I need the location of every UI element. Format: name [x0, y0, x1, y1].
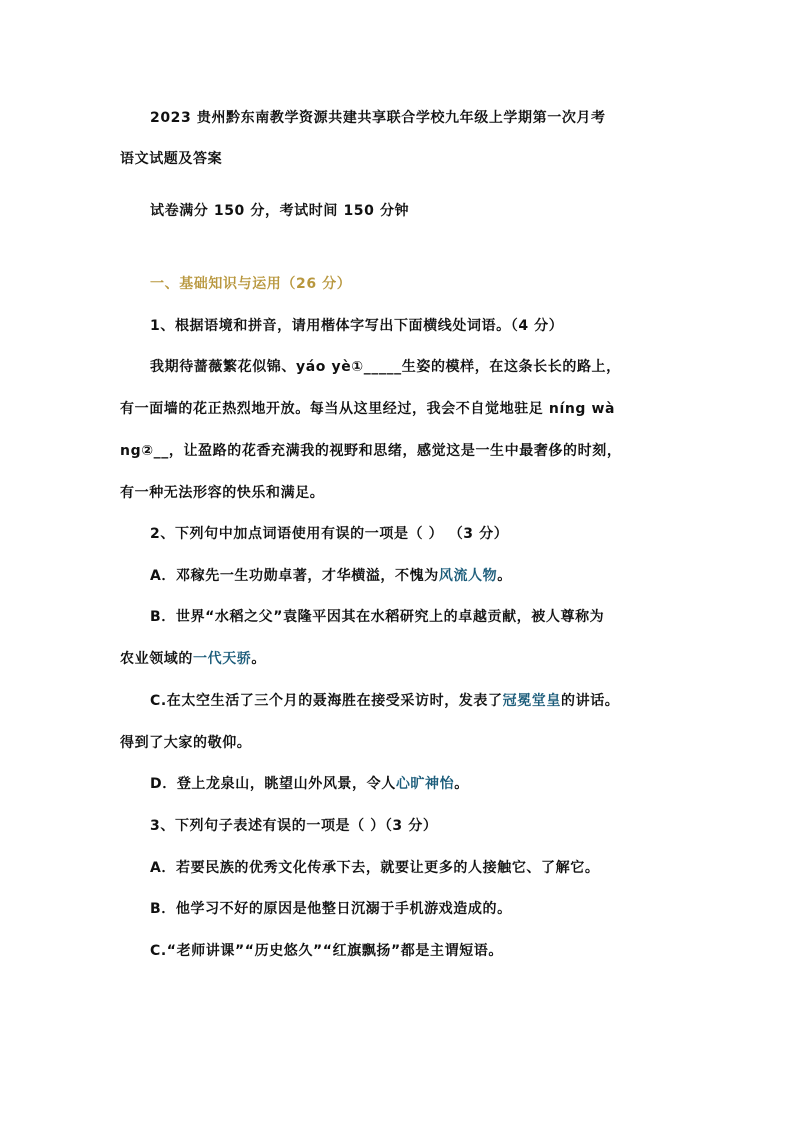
q2-option-a-text: A．邓稼先一生功勋卓著，才华横溢，不愧为 — [150, 568, 439, 584]
q2-option-c-highlight: 冠冕堂皇 — [502, 693, 561, 709]
q2-option-d-text: D．登上龙泉山，眺望山外风景，令人 — [150, 776, 396, 792]
q2-option-b-line2 — [120, 649, 266, 669]
q2-option-b-line1: B．世界“水稻之父”袁隆平因其在水稻研究上的卓越贡献，被人尊称为 — [150, 609, 605, 625]
q2-option-c-end: 的讲话。 — [561, 693, 620, 709]
q2-prompt: 2、下列句中加点词语使用有误的一项是（ ） （3 分） — [150, 526, 509, 542]
q2-option-c-line2: 得到了大家的敬仰。 — [120, 735, 252, 751]
q1-text-line1: 我期待蔷薇繁花似锦、yáo yè①_____生姿的模样，在这条长长的路上， — [150, 359, 621, 375]
q3-option-b: B．他学习不好的原因是他整日沉溺于手机游戏造成的。 — [150, 901, 512, 917]
doc-title-line1: 2023 贵州黔东南教学资源共建共享联合学校九年级上学期第一次月考 — [150, 110, 606, 126]
q2-option-d-highlight: 心旷神怡 — [395, 776, 455, 792]
q3-option-a: A．若要民族的优秀文化传承下去，就要让更多的人接触它、了解它。 — [150, 860, 600, 876]
q3-option-c: C.“老师讲课”“历史悠久”“红旗飘扬”都是主谓短语。 — [150, 943, 503, 959]
q2-option-a — [150, 566, 512, 586]
q1-text-line4: 有一种无法形容的快乐和满足。 — [120, 485, 325, 501]
q2-option-b-highlight: 一代天骄 — [193, 651, 252, 667]
q3-prompt: 3、下列句子表述有误的一项是（ ）（3 分） — [150, 818, 438, 834]
q2-option-c-line1 — [150, 691, 619, 711]
q1-text-line3: ng②__，让盈路的花香充满我的视野和思绪，感觉这是一生中最奢侈的时刻， — [120, 443, 622, 459]
q2-option-d — [150, 774, 469, 794]
q1-text-line2: 有一面墙的花正热烈地开放。每当从这里经过，我会不自觉地驻足 níng wà — [120, 401, 616, 417]
q2-option-b-end: 。 — [251, 651, 267, 667]
q2-option-a-highlight: 风流人物 — [438, 568, 498, 584]
q2-option-c-text: C.在太空生活了三个月的聂海胜在接受采访时，发表了 — [150, 693, 503, 709]
exam-info: 试卷满分 150 分，考试时间 150 分钟 — [150, 203, 410, 219]
q2-option-a-end: 。 — [497, 568, 512, 584]
section1-heading: 一、基础知识与运用（26 分） — [150, 276, 352, 292]
q2-option-d-end: 。 — [454, 776, 469, 792]
q2-option-b-text: 农业领域的 — [120, 651, 193, 667]
doc-title-line2: 语文试题及答案 — [120, 151, 223, 167]
q1-prompt: 1、根据语境和拼音，请用楷体字写出下面横线处词语。（4 分） — [150, 318, 564, 334]
